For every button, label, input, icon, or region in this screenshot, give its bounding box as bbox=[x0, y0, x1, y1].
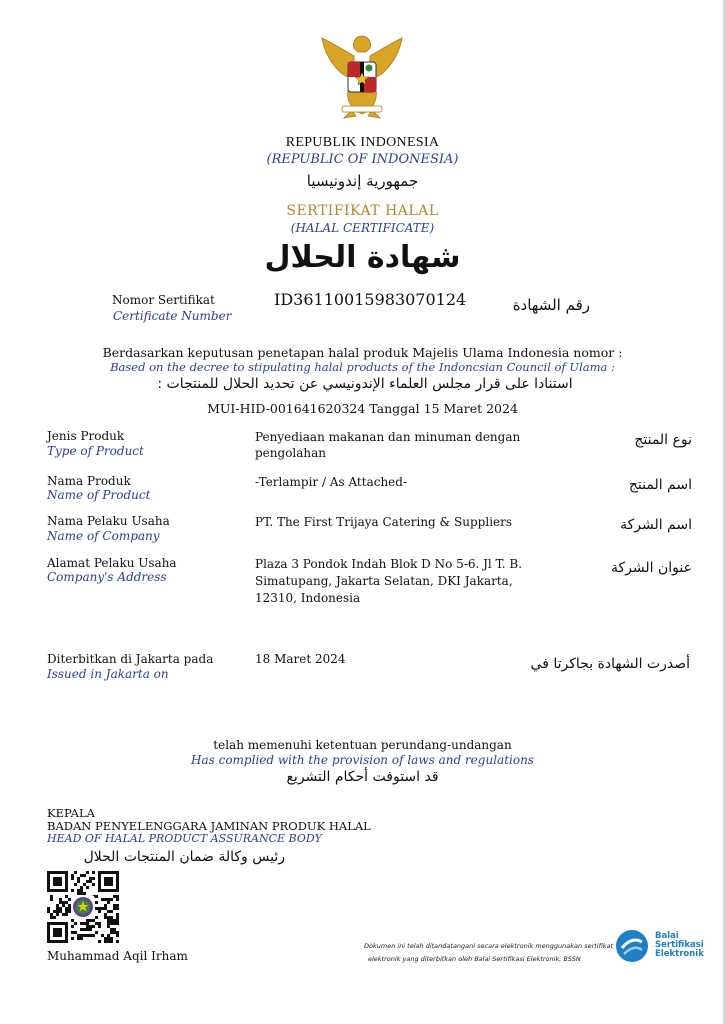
company-name-label-en: Name of Company bbox=[47, 529, 160, 543]
company-address-label-id: Alamat Pelaku Usaha bbox=[47, 556, 177, 570]
signatory-title-1: KEPALA bbox=[47, 806, 95, 820]
country-name-ar: جمهورية إندونيسيا bbox=[306, 172, 419, 190]
certificate-title-ar: شهادة الحلال bbox=[264, 240, 461, 275]
bsre-logo-text-1: Balai bbox=[655, 931, 679, 941]
decree-text-id: Berdasarkan keputusan penetapan halal produk Majelis Ulama Indonesia nomor : bbox=[102, 345, 623, 360]
country-name-id: REPUBLIK INDONESIA bbox=[285, 135, 440, 150]
garuda-emblem-icon bbox=[316, 28, 408, 120]
certificate-title-id: SERTIFIKAT HALAL bbox=[286, 203, 439, 219]
bsre-logo-text-2: Sertifikasi bbox=[655, 940, 704, 950]
bsre-logo-icon bbox=[614, 928, 650, 964]
product-name-label-ar: اسم المنتج bbox=[628, 477, 692, 493]
electronic-signature-note-2: elektronik yang diterbitkan oleh Balai Sertifikasi Elektronik, BSSN bbox=[368, 955, 581, 963]
qr-code-icon bbox=[47, 871, 119, 943]
compliance-text-en: Has complied with the provision of laws and regulations bbox=[191, 753, 534, 767]
halal-logo-icon bbox=[71, 895, 95, 919]
certificate-number-label-en: Certificate Number bbox=[113, 309, 232, 323]
decree-text-ar: استنادا على قرار مجلس العلماء الإندونيسي عن تحديد الحلال للمنتجات : bbox=[157, 376, 573, 392]
company-address-label-ar: عنوان الشركة bbox=[611, 560, 692, 576]
issued-label-id: Diterbitkan di Jakarta pada bbox=[47, 652, 214, 666]
company-name-value: PT. The First Trijaya Catering & Suppliers bbox=[255, 515, 513, 529]
compliance-text-ar: قد استوفت أحكام التشريع bbox=[286, 769, 439, 785]
certificate-number-label-ar: رقم الشهادة bbox=[512, 296, 590, 314]
certificate-title-en: (HALAL CERTIFICATE) bbox=[290, 221, 435, 235]
product-type-label-id: Jenis Produk bbox=[47, 429, 125, 443]
product-type-value: Penyediaan makanan dan minuman dengan pengolahan bbox=[255, 430, 521, 460]
product-name-label-id: Nama Produk bbox=[47, 474, 131, 488]
issued-label-en: Issued in Jakarta on bbox=[47, 667, 169, 681]
country-name-en: (REPUBLIC OF INDONESIA) bbox=[266, 152, 459, 167]
certificate-number: ID36110015983070124 bbox=[274, 290, 467, 309]
product-type-label-ar: نوع المنتج bbox=[634, 432, 692, 448]
electronic-signature-note-1: Dokumen ini telah ditandatangani secara elektronik menggunakan sertifikat bbox=[364, 942, 614, 950]
signatory-title-en: HEAD OF HALAL PRODUCT ASSURANCE BODY bbox=[47, 832, 322, 845]
issued-label-ar: أصدرت الشهادة بجاكرتا في bbox=[530, 656, 690, 672]
company-address-value: Plaza 3 Pondok Indah Blok D No 5-6. Jl T. B. Simatupang, Jakarta Selatan, DKI Jakarta, 12310, Indonesia bbox=[255, 557, 523, 605]
decree-reference: MUI-HID-001641620324 Tanggal 15 Maret 2024 bbox=[207, 401, 518, 416]
certificate-number-label-id: Nomor Sertifikat bbox=[112, 293, 215, 307]
compliance-text-id: telah memenuhi ketentuan perundang-undangan bbox=[213, 738, 512, 752]
signatory-title-2: BADAN PENYELENGGARA JAMINAN PRODUK HALAL bbox=[47, 819, 371, 833]
product-name-value: -Terlampir / As Attached- bbox=[255, 475, 408, 489]
decree-text-en: Based on the decree to stipulating halal products of the Indoncsian Council of Ulama : bbox=[110, 360, 615, 374]
company-name-label-ar: اسم الشركة bbox=[620, 517, 692, 533]
product-type-label-en: Type of Product bbox=[47, 444, 144, 458]
signatory-title-ar: رئيس وكالة ضمان المنتجات الحلال bbox=[83, 849, 285, 865]
bsre-logo-text-3: Elektronik bbox=[655, 949, 704, 959]
issued-date: 18 Maret 2024 bbox=[255, 652, 346, 666]
company-address-label-en: Company's Address bbox=[47, 570, 167, 584]
signatory-name: Muhammad Aqil Irham bbox=[47, 949, 188, 963]
company-name-label-id: Nama Pelaku Usaha bbox=[47, 514, 170, 528]
product-name-label-en: Name of Product bbox=[47, 488, 151, 502]
